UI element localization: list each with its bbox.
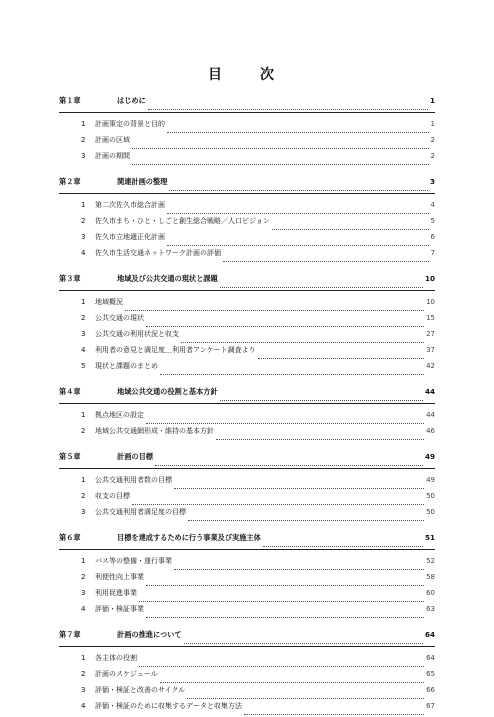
section-entry[interactable] <box>81 361 435 377</box>
section-entry[interactable] <box>81 604 435 620</box>
dot-leader <box>184 643 423 644</box>
chapter-group <box>59 387 435 442</box>
dot-leader <box>148 109 428 110</box>
section-page-number: 1 <box>430 120 435 128</box>
chapter-group <box>59 177 435 264</box>
section-page-number: 60 <box>426 589 435 597</box>
section-number: 4 <box>81 605 86 613</box>
section-number: 1 <box>81 120 86 128</box>
section-list <box>59 297 435 377</box>
chapter-title: 地域及び公共交通の現状と課題 <box>117 274 218 283</box>
chapter-page-number: 64 <box>424 630 435 639</box>
section-title: 評価・検証事業 <box>95 605 144 613</box>
section-page-number: 2 <box>430 152 435 160</box>
section-title: 計画策定の背景と目的 <box>95 120 165 128</box>
dot-leader <box>132 164 429 165</box>
section-page-number: 58 <box>426 573 435 581</box>
chapter-entry[interactable] <box>59 452 435 469</box>
section-entry[interactable] <box>81 119 435 135</box>
section-page-number: 2 <box>430 136 435 144</box>
section-page-number: 7 <box>430 249 435 257</box>
section-title: 計画の区域 <box>95 136 130 144</box>
section-number: 1 <box>81 476 86 484</box>
section-number: 1 <box>81 654 86 662</box>
dot-leader <box>223 261 429 262</box>
dot-leader <box>220 400 423 401</box>
dot-leader <box>244 714 424 715</box>
section-title: 公共交通利用者数の目標 <box>95 476 172 484</box>
dot-leader <box>167 245 429 246</box>
section-title: 佐久市まち・ひと・しごと創生総合戦略／人口ビジョン <box>95 217 270 225</box>
section-number: 2 <box>81 427 86 435</box>
chapter-group <box>59 630 435 717</box>
section-entry[interactable] <box>81 232 435 248</box>
chapter-group <box>59 533 435 620</box>
section-number: 3 <box>81 233 86 241</box>
section-number: 4 <box>81 249 86 257</box>
chapter-title: 地域公共交通の役割と基本方針 <box>117 387 218 396</box>
chapter-title: はじめに <box>117 96 146 105</box>
section-title: 利用者の意見と満足度＿利用者アンケート調査より <box>95 346 256 354</box>
dot-leader <box>146 617 424 618</box>
section-title: 公共交通の利用状況と収支 <box>95 330 179 338</box>
chapter-page-number: 10 <box>424 274 435 283</box>
dot-leader <box>132 148 429 149</box>
section-entry[interactable] <box>81 151 435 167</box>
section-page-number: 15 <box>426 314 435 322</box>
dot-leader <box>167 213 429 214</box>
dot-leader <box>160 374 424 375</box>
dot-leader <box>272 229 429 230</box>
chapter-entry[interactable] <box>59 533 435 550</box>
section-number: 2 <box>81 217 86 225</box>
dot-leader <box>174 569 424 570</box>
dot-leader <box>146 326 424 327</box>
section-entry[interactable] <box>81 556 435 572</box>
section-number: 3 <box>81 330 86 338</box>
dot-leader <box>160 682 424 683</box>
section-entry[interactable] <box>81 248 435 264</box>
section-page-number: 63 <box>426 605 435 613</box>
section-title: 評価・検証と改善のサイクル <box>95 686 186 694</box>
section-entry[interactable] <box>81 491 435 507</box>
section-list <box>59 410 435 442</box>
chapter-entry[interactable] <box>59 274 435 291</box>
chapter-label: 第５章 <box>59 452 81 461</box>
section-number: 1 <box>81 201 86 209</box>
dot-leader <box>169 190 428 191</box>
section-page-number: 37 <box>426 346 435 354</box>
dot-leader <box>139 666 424 667</box>
section-page-number: 67 <box>426 702 435 710</box>
section-title: 拠点地区の設定 <box>95 411 144 419</box>
section-list <box>59 653 435 717</box>
chapter-title: 目標を達成するために行う事業及び実施主体 <box>117 533 261 542</box>
section-entry[interactable] <box>81 669 435 685</box>
chapter-label: 第７章 <box>59 630 81 639</box>
section-page-number: 10 <box>426 298 435 306</box>
section-list <box>59 200 435 264</box>
section-number: 1 <box>81 557 86 565</box>
section-number: 3 <box>81 152 86 160</box>
chapter-label: 第６章 <box>59 533 81 542</box>
dot-leader <box>258 358 424 359</box>
section-number: 4 <box>81 346 86 354</box>
section-page-number: 50 <box>426 492 435 500</box>
section-title: 収支の目標 <box>95 492 130 500</box>
section-entry[interactable] <box>81 685 435 701</box>
chapter-page-number: 44 <box>424 387 435 396</box>
dot-leader <box>263 546 423 547</box>
section-page-number: 64 <box>426 654 435 662</box>
chapter-group <box>59 274 435 377</box>
chapter-group <box>59 96 435 167</box>
section-entry[interactable] <box>81 426 435 442</box>
chapter-label: 第２章 <box>59 177 81 186</box>
dot-leader <box>125 310 424 311</box>
section-page-number: 44 <box>426 411 435 419</box>
section-title: 公共交通利用者満足度の目標 <box>95 508 186 516</box>
chapter-group <box>59 452 435 523</box>
chapter-label: 第３章 <box>59 274 81 283</box>
section-entry[interactable] <box>81 653 435 669</box>
section-number: 2 <box>81 670 86 678</box>
dot-leader <box>216 439 424 440</box>
section-page-number: 66 <box>426 686 435 694</box>
section-entry[interactable] <box>81 701 435 717</box>
section-page-number: 49 <box>426 476 435 484</box>
chapter-page-number: 3 <box>429 177 435 186</box>
chapter-page-number: 1 <box>429 96 435 105</box>
section-entry[interactable] <box>81 572 435 588</box>
section-title: 各主体の役割 <box>95 654 137 662</box>
section-page-number: 65 <box>426 670 435 678</box>
section-entry[interactable] <box>81 135 435 151</box>
section-entry[interactable] <box>81 297 435 313</box>
section-list <box>59 475 435 523</box>
section-page-number: 6 <box>430 233 435 241</box>
section-number: 2 <box>81 492 86 500</box>
section-entry[interactable] <box>81 507 435 523</box>
dot-leader <box>146 423 424 424</box>
section-entry[interactable] <box>81 588 435 604</box>
section-number: 2 <box>81 573 86 581</box>
section-number: 2 <box>81 136 86 144</box>
section-number: 3 <box>81 686 86 694</box>
dot-leader <box>181 342 424 343</box>
section-page-number: 52 <box>426 557 435 565</box>
section-entry[interactable] <box>81 216 435 232</box>
section-title: 公共交通の現状 <box>95 314 144 322</box>
section-entry[interactable] <box>81 410 435 426</box>
section-title: 地域概況 <box>95 298 123 306</box>
section-entry[interactable] <box>81 313 435 329</box>
dot-leader <box>220 287 423 288</box>
section-title: 第二次佐久市総合計画 <box>95 201 165 209</box>
section-title: 現状と課題のまとめ <box>95 362 158 370</box>
section-number: 1 <box>81 298 86 306</box>
table-of-contents <box>59 96 435 717</box>
dot-leader <box>132 504 424 505</box>
section-entry[interactable] <box>81 475 435 491</box>
section-page-number: 4 <box>430 201 435 209</box>
section-number: 3 <box>81 589 86 597</box>
page-title: 目 次 <box>208 67 286 83</box>
section-title: 利用促進事業 <box>95 589 137 597</box>
dot-leader <box>174 488 424 489</box>
chapter-page-number: 49 <box>424 452 435 461</box>
section-list <box>59 119 435 167</box>
section-number: 4 <box>81 702 86 710</box>
dot-leader <box>155 465 423 466</box>
chapter-entry[interactable] <box>59 387 435 404</box>
section-number: 3 <box>81 508 86 516</box>
section-page-number: 50 <box>426 508 435 516</box>
section-title: 計画のスケジュール <box>95 670 158 678</box>
chapter-label: 第４章 <box>59 387 81 396</box>
section-number: 5 <box>81 362 86 370</box>
chapter-entry[interactable] <box>59 630 435 647</box>
section-title: 佐久市立地適正化計画 <box>95 233 165 241</box>
section-entry[interactable] <box>81 329 435 345</box>
chapter-entry[interactable] <box>59 177 435 194</box>
section-page-number: 5 <box>430 217 435 225</box>
section-title: 計画の期間 <box>95 152 130 160</box>
section-number: 2 <box>81 314 86 322</box>
dot-leader <box>139 601 424 602</box>
section-number: 1 <box>81 411 86 419</box>
section-entry[interactable] <box>81 200 435 216</box>
section-title: 評価・検証のために収集するデータと収集方法 <box>95 702 242 710</box>
dot-leader <box>188 520 424 521</box>
chapter-page-number: 51 <box>424 533 435 542</box>
dot-leader <box>187 698 424 699</box>
section-page-number: 27 <box>426 330 435 338</box>
section-entry[interactable] <box>81 345 435 361</box>
dot-leader <box>167 132 429 133</box>
section-page-number: 46 <box>426 427 435 435</box>
chapter-title: 関連計画の整理 <box>117 177 168 186</box>
section-list <box>59 556 435 620</box>
chapter-title: 計画の目標 <box>117 452 153 461</box>
dot-leader <box>146 585 424 586</box>
chapter-label: 第１章 <box>59 96 81 105</box>
chapter-title: 計画の推進について <box>117 630 182 639</box>
section-title: バス等の整備・運行事業 <box>95 557 172 565</box>
section-page-number: 42 <box>426 362 435 370</box>
section-title: 佐久市生活交通ネットワーク計画の評価 <box>95 249 221 257</box>
section-title: 地域公共交通網形成・維持の基本方針 <box>95 427 214 435</box>
section-title: 利便性向上事業 <box>95 573 144 581</box>
chapter-entry[interactable] <box>59 96 435 113</box>
